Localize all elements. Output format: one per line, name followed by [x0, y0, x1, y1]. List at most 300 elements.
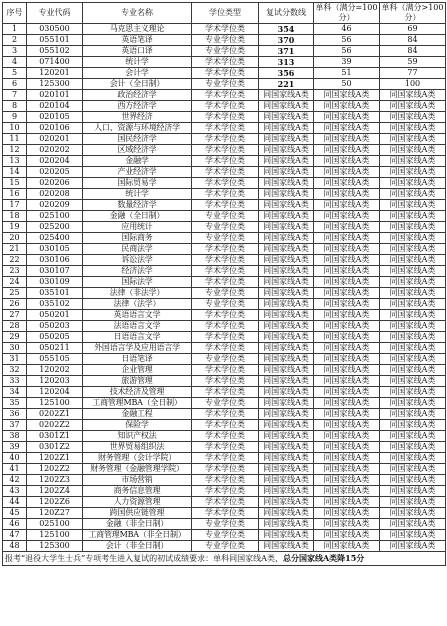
- cell-single-over100: 同国家线A类: [380, 178, 446, 189]
- cell-seq: 10: [3, 123, 27, 134]
- table-row: [3, 112, 446, 123]
- cell-single-over100: 同国家线A类: [380, 134, 446, 145]
- cell-name: 技术经济及管理: [83, 387, 192, 398]
- table-row: [3, 200, 446, 211]
- cell-single-over100: 同国家线A类: [380, 343, 446, 354]
- cell-seq: 33: [3, 376, 27, 387]
- cell-name: 世界贸易组织法: [83, 442, 192, 453]
- cell-code: 020204: [27, 156, 83, 167]
- cell-single-100: 同国家线A类: [314, 134, 380, 145]
- cell-retest: 同国家线A类: [259, 519, 314, 530]
- header-row: [3, 3, 446, 24]
- cell-retest: 同国家线A类: [259, 464, 314, 475]
- cell-code: 035101: [27, 288, 83, 299]
- cell-type: 专业学位类: [192, 222, 259, 233]
- cell-name: 法律（法学）: [83, 299, 192, 310]
- table-body: [3, 24, 446, 552]
- cell-seq: 11: [3, 134, 27, 145]
- cell-code: 071400: [27, 57, 83, 68]
- cell-name: 区域经济学: [83, 145, 192, 156]
- cell-code: 020201: [27, 134, 83, 145]
- cell-name: 会计学: [83, 68, 192, 79]
- cell-name: 国际贸易学: [83, 178, 192, 189]
- table-row: [3, 321, 446, 332]
- cell-single-100: 同国家线A类: [314, 145, 380, 156]
- table-row: [3, 530, 446, 541]
- cell-single-over100: 同国家线A类: [380, 156, 446, 167]
- cell-retest: 371: [259, 46, 314, 57]
- cell-code: 1202Z1: [27, 453, 83, 464]
- cell-code: 030500: [27, 24, 83, 35]
- cell-name: 外国语言学及应用语言学: [83, 343, 192, 354]
- table-row: [3, 277, 446, 288]
- cell-type: 专业学位类: [192, 354, 259, 365]
- cell-retest: 同国家线A类: [259, 475, 314, 486]
- cell-single-over100: 59: [380, 57, 446, 68]
- cell-code: 020205: [27, 167, 83, 178]
- header-type: 学位类型: [192, 3, 259, 24]
- cell-retest: 同国家线A类: [259, 376, 314, 387]
- cell-type: 学术学位类: [192, 200, 259, 211]
- cell-type: 学术学位类: [192, 343, 259, 354]
- cell-retest: 同国家线A类: [259, 508, 314, 519]
- cell-seq: 7: [3, 90, 27, 101]
- table-row: [3, 365, 446, 376]
- cell-single-over100: 同国家线A类: [380, 200, 446, 211]
- cell-single-100: 同国家线A类: [314, 222, 380, 233]
- cell-name: 金融工程: [83, 409, 192, 420]
- cell-retest: 同国家线A类: [259, 222, 314, 233]
- cell-single-100: 同国家线A类: [314, 508, 380, 519]
- cell-type: 专业学位类: [192, 79, 259, 90]
- cell-single-over100: 同国家线A类: [380, 332, 446, 343]
- cell-code: 030109: [27, 277, 83, 288]
- cell-single-over100: 同国家线A类: [380, 442, 446, 453]
- cell-type: 专业学位类: [192, 288, 259, 299]
- cell-code: 120201: [27, 68, 83, 79]
- cell-single-100: 同国家线A类: [314, 486, 380, 497]
- cell-single-over100: 同国家线A类: [380, 541, 446, 552]
- cell-retest: 同国家线A类: [259, 288, 314, 299]
- cell-single-100: 同国家线A类: [314, 244, 380, 255]
- table-row: [3, 134, 446, 145]
- cell-single-100: 同国家线A类: [314, 189, 380, 200]
- cell-retest: 313: [259, 57, 314, 68]
- cell-name: 工商管理MBA（全日制）: [83, 398, 192, 409]
- cell-seq: 43: [3, 486, 27, 497]
- cell-seq: 31: [3, 354, 27, 365]
- cell-seq: 14: [3, 167, 27, 178]
- cell-single-100: 46: [314, 24, 380, 35]
- cell-single-100: 同国家线A类: [314, 90, 380, 101]
- cell-type: 学术学位类: [192, 277, 259, 288]
- cell-seq: 9: [3, 112, 27, 123]
- cell-single-over100: 同国家线A类: [380, 266, 446, 277]
- cell-single-100: 同国家线A类: [314, 409, 380, 420]
- cell-single-100: 同国家线A类: [314, 112, 380, 123]
- cell-name: 市场营销: [83, 475, 192, 486]
- cell-code: 055101: [27, 35, 83, 46]
- cell-single-100: 同国家线A类: [314, 541, 380, 552]
- table-row: [3, 145, 446, 156]
- cell-retest: 同国家线A类: [259, 167, 314, 178]
- cell-retest: 同国家线A类: [259, 178, 314, 189]
- cell-code: 030107: [27, 266, 83, 277]
- cell-name: 商务信息管理: [83, 486, 192, 497]
- cell-single-100: 同国家线A类: [314, 200, 380, 211]
- cell-seq: 30: [3, 343, 27, 354]
- table-header: [3, 3, 446, 24]
- cell-single-over100: 同国家线A类: [380, 365, 446, 376]
- cell-type: 专业学位类: [192, 35, 259, 46]
- table-row: [3, 46, 446, 57]
- cell-name: 国际法学: [83, 277, 192, 288]
- table-row: [3, 233, 446, 244]
- table-row: [3, 541, 446, 552]
- cell-type: 学术学位类: [192, 24, 259, 35]
- cell-code: 1202Z4: [27, 486, 83, 497]
- cell-type: 学术学位类: [192, 453, 259, 464]
- cell-single-over100: 同国家线A类: [380, 376, 446, 387]
- cell-seq: 44: [3, 497, 27, 508]
- cell-retest: 同国家线A类: [259, 211, 314, 222]
- cell-retest: 同国家线A类: [259, 299, 314, 310]
- cell-single-100: 56: [314, 35, 380, 46]
- cell-name: 财务管理（金融管理学院）: [83, 464, 192, 475]
- cell-code: 1202Z3: [27, 475, 83, 486]
- cell-single-over100: 同国家线A类: [380, 277, 446, 288]
- cell-type: 学术学位类: [192, 376, 259, 387]
- score-table: [2, 2, 446, 566]
- cell-name: 金融学: [83, 156, 192, 167]
- cell-type: 专业学位类: [192, 211, 259, 222]
- cell-type: 学术学位类: [192, 68, 259, 79]
- cell-retest: 同国家线A类: [259, 332, 314, 343]
- cell-type: 学术学位类: [192, 90, 259, 101]
- header-code: 专业代码: [27, 3, 83, 24]
- table-row: [3, 189, 446, 200]
- cell-retest: 同国家线A类: [259, 90, 314, 101]
- cell-type: 学术学位类: [192, 497, 259, 508]
- table-row: [3, 299, 446, 310]
- cell-code: 020209: [27, 200, 83, 211]
- cell-single-100: 同国家线A类: [314, 343, 380, 354]
- cell-single-over100: 同国家线A类: [380, 497, 446, 508]
- cell-retest: 370: [259, 35, 314, 46]
- cell-single-over100: 同国家线A类: [380, 288, 446, 299]
- cell-name: 英语口译: [83, 46, 192, 57]
- cell-single-over100: 84: [380, 35, 446, 46]
- cell-seq: 37: [3, 420, 27, 431]
- cell-retest: 同国家线A类: [259, 200, 314, 211]
- cell-retest: 356: [259, 68, 314, 79]
- cell-code: 030106: [27, 255, 83, 266]
- table-row: [3, 343, 446, 354]
- cell-type: 学术学位类: [192, 57, 259, 68]
- cell-retest: 同国家线A类: [259, 189, 314, 200]
- cell-single-100: 同国家线A类: [314, 376, 380, 387]
- cell-retest: 同国家线A类: [259, 112, 314, 123]
- cell-single-over100: 同国家线A类: [380, 321, 446, 332]
- cell-single-over100: 同国家线A类: [380, 90, 446, 101]
- cell-retest: 同国家线A类: [259, 266, 314, 277]
- table-row: [3, 332, 446, 343]
- footer-row: [3, 552, 446, 566]
- cell-code: 0202Z2: [27, 420, 83, 431]
- cell-type: 学术学位类: [192, 431, 259, 442]
- cell-single-100: 50: [314, 79, 380, 90]
- cell-retest: 同国家线A类: [259, 431, 314, 442]
- cell-type: 学术学位类: [192, 321, 259, 332]
- cell-seq: 46: [3, 519, 27, 530]
- cell-single-100: 同国家线A类: [314, 101, 380, 112]
- cell-name: 法语语言文学: [83, 321, 192, 332]
- table-row: [3, 211, 446, 222]
- table-row: [3, 222, 446, 233]
- cell-type: 学术学位类: [192, 420, 259, 431]
- cell-type: 学术学位类: [192, 310, 259, 321]
- cell-name: 日语语言文学: [83, 332, 192, 343]
- cell-seq: 42: [3, 475, 27, 486]
- cell-retest: 同国家线A类: [259, 354, 314, 365]
- cell-seq: 1: [3, 24, 27, 35]
- cell-name: 马克思主义理论: [83, 24, 192, 35]
- cell-retest: 同国家线A类: [259, 486, 314, 497]
- cell-single-100: 同国家线A类: [314, 332, 380, 343]
- cell-single-100: 同国家线A类: [314, 321, 380, 332]
- cell-seq: 24: [3, 277, 27, 288]
- cell-code: 020101: [27, 90, 83, 101]
- footer-strong: 总分国家线A类降15分: [282, 553, 365, 563]
- cell-code: 035102: [27, 299, 83, 310]
- cell-retest: 同国家线A类: [259, 277, 314, 288]
- cell-code: 020105: [27, 112, 83, 123]
- cell-seq: 2: [3, 35, 27, 46]
- cell-retest: 同国家线A类: [259, 497, 314, 508]
- cell-retest: 同国家线A类: [259, 343, 314, 354]
- cell-single-100: 同国家线A类: [314, 475, 380, 486]
- table-row: [3, 398, 446, 409]
- cell-single-over100: 同国家线A类: [380, 310, 446, 321]
- cell-code: 055105: [27, 354, 83, 365]
- cell-seq: 12: [3, 145, 27, 156]
- header-single-100: 单科（满分=100分）: [314, 3, 380, 24]
- cell-single-100: 同国家线A类: [314, 431, 380, 442]
- table-row: [3, 442, 446, 453]
- table-row: [3, 519, 446, 530]
- cell-name: 数量经济学: [83, 200, 192, 211]
- cell-single-over100: 同国家线A类: [380, 255, 446, 266]
- cell-retest: 同国家线A类: [259, 134, 314, 145]
- table-row: [3, 79, 446, 90]
- cell-name: 金融（非全日制）: [83, 519, 192, 530]
- cell-single-over100: 同国家线A类: [380, 508, 446, 519]
- cell-single-100: 同国家线A类: [314, 442, 380, 453]
- cell-single-100: 同国家线A类: [314, 420, 380, 431]
- cell-name: 统计学: [83, 57, 192, 68]
- cell-single-100: 同国家线A类: [314, 255, 380, 266]
- cell-retest: 同国家线A类: [259, 398, 314, 409]
- header-name: 专业名称: [83, 3, 192, 24]
- cell-name: 保险学: [83, 420, 192, 431]
- cell-type: 学术学位类: [192, 255, 259, 266]
- cell-seq: 26: [3, 299, 27, 310]
- cell-single-over100: 同国家线A类: [380, 101, 446, 112]
- cell-single-100: 56: [314, 46, 380, 57]
- cell-seq: 34: [3, 387, 27, 398]
- table-row: [3, 431, 446, 442]
- cell-single-over100: 同国家线A类: [380, 233, 446, 244]
- table-row: [3, 508, 446, 519]
- cell-seq: 22: [3, 255, 27, 266]
- table-row: [3, 101, 446, 112]
- table-row: [3, 420, 446, 431]
- cell-type: 学术学位类: [192, 156, 259, 167]
- cell-single-100: 同国家线A类: [314, 211, 380, 222]
- table-row: [3, 475, 446, 486]
- cell-single-over100: 77: [380, 68, 446, 79]
- cell-single-over100: 同国家线A类: [380, 354, 446, 365]
- cell-seq: 4: [3, 57, 27, 68]
- cell-code: 025200: [27, 222, 83, 233]
- cell-retest: 同国家线A类: [259, 255, 314, 266]
- cell-name: 跨国供应链管理: [83, 508, 192, 519]
- footer-note: [3, 552, 446, 566]
- table-row: [3, 376, 446, 387]
- cell-name: 旅游管理: [83, 376, 192, 387]
- cell-seq: 47: [3, 530, 27, 541]
- cell-code: 020104: [27, 101, 83, 112]
- footer-text: 报考“退役大学生士兵”专项考生进入复试的初试成绩要求：单科同国家线A类，: [5, 554, 283, 563]
- cell-code: 125100: [27, 398, 83, 409]
- cell-single-over100: 100: [380, 79, 446, 90]
- cell-seq: 17: [3, 200, 27, 211]
- cell-name: 会计（全日制）: [83, 79, 192, 90]
- cell-single-100: 同国家线A类: [314, 288, 380, 299]
- cell-type: 学术学位类: [192, 442, 259, 453]
- cell-code: 020202: [27, 145, 83, 156]
- cell-name: 工商管理MBA（非全日制）: [83, 530, 192, 541]
- cell-single-over100: 同国家线A类: [380, 409, 446, 420]
- cell-code: 1202Z6: [27, 497, 83, 508]
- cell-type: 学术学位类: [192, 244, 259, 255]
- cell-type: 专业学位类: [192, 46, 259, 57]
- cell-single-over100: 同国家线A类: [380, 112, 446, 123]
- cell-name: 应用统计: [83, 222, 192, 233]
- cell-name: 西方经济学: [83, 101, 192, 112]
- cell-single-100: 同国家线A类: [314, 497, 380, 508]
- cell-name: 人口、资源与环境经济学: [83, 123, 192, 134]
- table-row: [3, 266, 446, 277]
- cell-type: 专业学位类: [192, 233, 259, 244]
- cell-name: 日语笔译: [83, 354, 192, 365]
- cell-single-100: 同国家线A类: [314, 464, 380, 475]
- cell-single-over100: 同国家线A类: [380, 453, 446, 464]
- cell-single-over100: 同国家线A类: [380, 299, 446, 310]
- cell-name: 世界经济: [83, 112, 192, 123]
- cell-single-over100: 同国家线A类: [380, 398, 446, 409]
- table-row: [3, 354, 446, 365]
- cell-name: 诉讼法学: [83, 255, 192, 266]
- cell-seq: 48: [3, 541, 27, 552]
- cell-code: 120Z27: [27, 508, 83, 519]
- cell-single-over100: 69: [380, 24, 446, 35]
- cell-seq: 28: [3, 321, 27, 332]
- cell-name: 人力资源管理: [83, 497, 192, 508]
- cell-code: 120204: [27, 387, 83, 398]
- cell-type: 学术学位类: [192, 112, 259, 123]
- cell-name: 金融（全日制）: [83, 211, 192, 222]
- table-row: [3, 497, 446, 508]
- cell-type: 专业学位类: [192, 398, 259, 409]
- cell-retest: 同国家线A类: [259, 156, 314, 167]
- cell-single-100: 同国家线A类: [314, 266, 380, 277]
- cell-single-over100: 同国家线A类: [380, 519, 446, 530]
- table-row: [3, 35, 446, 46]
- cell-name: 政治经济学: [83, 90, 192, 101]
- cell-seq: 38: [3, 431, 27, 442]
- cell-seq: 35: [3, 398, 27, 409]
- cell-single-over100: 同国家线A类: [380, 530, 446, 541]
- table-row: [3, 310, 446, 321]
- cell-name: 国际商务: [83, 233, 192, 244]
- cell-code: 025100: [27, 211, 83, 222]
- table-row: [3, 90, 446, 101]
- cell-name: 会计（非全日制）: [83, 541, 192, 552]
- cell-seq: 13: [3, 156, 27, 167]
- cell-seq: 45: [3, 508, 27, 519]
- cell-code: 025400: [27, 233, 83, 244]
- cell-single-over100: 同国家线A类: [380, 222, 446, 233]
- cell-single-100: 同国家线A类: [314, 277, 380, 288]
- cell-single-100: 同国家线A类: [314, 167, 380, 178]
- cell-type: 专业学位类: [192, 519, 259, 530]
- cell-type: 学术学位类: [192, 123, 259, 134]
- cell-seq: 15: [3, 178, 27, 189]
- cell-seq: 16: [3, 189, 27, 200]
- cell-retest: 同国家线A类: [259, 453, 314, 464]
- cell-seq: 6: [3, 79, 27, 90]
- table-row: [3, 156, 446, 167]
- cell-code: 050201: [27, 310, 83, 321]
- cell-retest: 同国家线A类: [259, 233, 314, 244]
- cell-seq: 39: [3, 442, 27, 453]
- cell-seq: 40: [3, 453, 27, 464]
- cell-single-100: 同国家线A类: [314, 387, 380, 398]
- table-row: [3, 409, 446, 420]
- cell-seq: 29: [3, 332, 27, 343]
- cell-name: 国民经济学: [83, 134, 192, 145]
- cell-type: 学术学位类: [192, 365, 259, 376]
- cell-single-over100: 同国家线A类: [380, 464, 446, 475]
- cell-code: 125300: [27, 541, 83, 552]
- cell-code: 0301Z2: [27, 442, 83, 453]
- cell-retest: 同国家线A类: [259, 365, 314, 376]
- cell-single-100: 同国家线A类: [314, 365, 380, 376]
- header-seq: 序号: [3, 3, 27, 24]
- cell-single-over100: 同国家线A类: [380, 420, 446, 431]
- cell-code: 1202Z2: [27, 464, 83, 475]
- cell-code: 125300: [27, 79, 83, 90]
- cell-single-over100: 同国家线A类: [380, 167, 446, 178]
- cell-code: 020106: [27, 123, 83, 134]
- table-row: [3, 288, 446, 299]
- cell-name: 民商法学: [83, 244, 192, 255]
- table-row: [3, 57, 446, 68]
- cell-code: 0202Z1: [27, 409, 83, 420]
- cell-single-over100: 同国家线A类: [380, 189, 446, 200]
- table-row: [3, 486, 446, 497]
